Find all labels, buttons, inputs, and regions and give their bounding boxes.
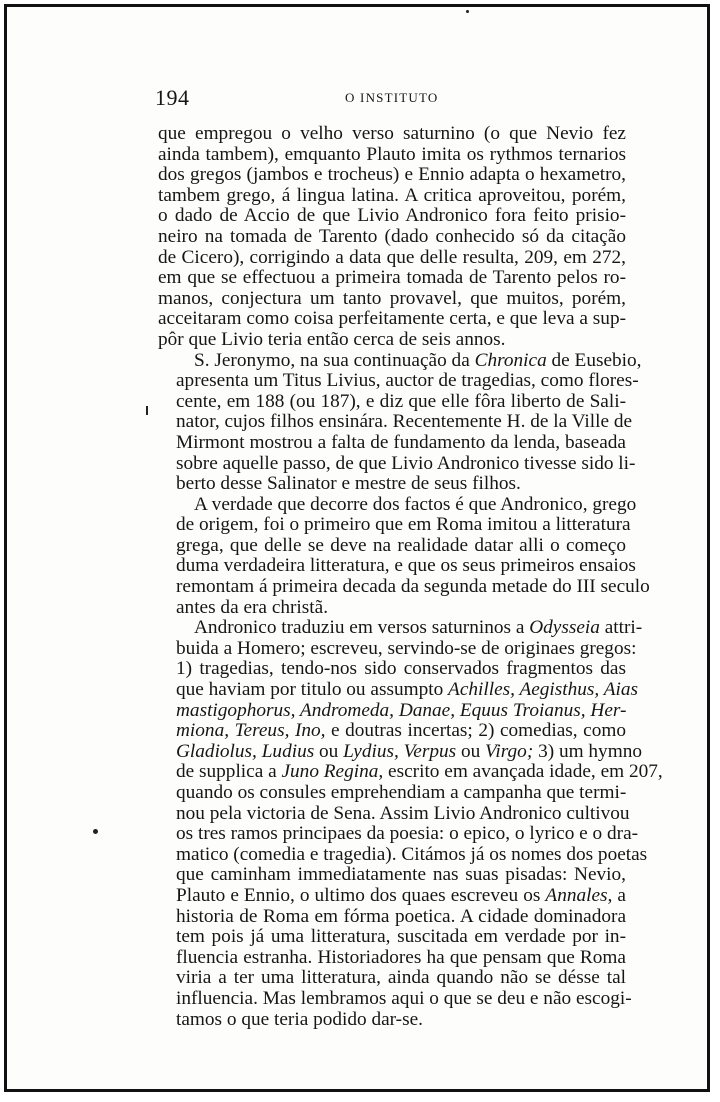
scan-speck — [93, 829, 98, 834]
page-number: 194 — [155, 85, 190, 110]
page-header — [155, 86, 628, 110]
italic-text: miona, Tereus, Ino, — [176, 720, 326, 742]
text-line: A verdade que decorre dos factos é que Andronico, grego — [194, 493, 637, 515]
italic-text: Gladiolus, Ludius — [176, 740, 315, 762]
paragraph — [158, 349, 642, 495]
text-line: ainda tambem), emquanto Plauto imita os rythmos ternarios — [158, 143, 626, 165]
scan-speck — [466, 10, 469, 13]
text-line: em que se effectuou a primeira tomada de Tarento pelos ro- — [158, 267, 626, 289]
text-line: S. Jeronymo, na sua continuação da Chronica de Eusebio, — [194, 349, 642, 371]
text-line: quando os consules emprehendiam a campanha que termi- — [176, 782, 627, 803]
text-line: Mirmont mostrou a falta de fundamento da lenda, baseada — [176, 431, 626, 453]
text-line: grega, que delle se deve na realidade datar alli o começo — [176, 534, 626, 556]
text-line: tem pois já uma litteratura, suscitada em verdade por in- — [176, 926, 626, 948]
text-line: tamos o que teria podido dar-se. — [176, 1008, 423, 1030]
text-line: que empregou o velho verso saturnino (o que Nevio fez — [158, 123, 626, 144]
italic-text: Juno Regina, — [281, 761, 384, 783]
paragraph — [158, 124, 626, 351]
text-line: nou pela victoria de Sena. Assim Livio Andronico cultivou — [176, 802, 630, 824]
text-line: berto desse Salinator e mestre de seus filhos. — [176, 473, 521, 495]
italic-text: Achilles, Aegisthus, Aias — [448, 679, 638, 701]
text-line: os tres ramos principaes da poesia: o epico, o lyrico e o dra- — [176, 823, 639, 845]
text-line: Gladiolus, Ludius ou Lydius, Verpus ou Virgo; 3) um hymno — [176, 740, 642, 762]
text-line: de Cicero), corrigindo a data que delle resulta, 209, em 272, — [158, 246, 626, 268]
text-line: que haviam por titulo ou assumpto Achilles, Aegisthus, Aias — [176, 679, 638, 701]
text-line: cente, em 188 (ou 187), e diz que elle fôra liberto de Sali- — [176, 390, 626, 412]
text-line: o dado de Accio de que Livio Andronico fora feito prisio- — [158, 205, 626, 227]
italic-text: Lydius, Verpus — [343, 740, 457, 762]
text-line: sobre aquelle passo, de que Livio Andronico tivesse sido li- — [176, 452, 636, 474]
text-line: neiro na tomada de Tarento (dado conhecido só da citação — [158, 225, 626, 247]
text-line: acceitaram como coisa perfeitamente certa, e que leva a sup- — [158, 308, 626, 330]
text-line: historia de Roma em fórma poetica. A cidade dominadora — [176, 905, 626, 927]
italic-text: Odysseia — [529, 617, 600, 639]
text-line: fluencia estranha. Historiadores ha que pensam que Roma — [176, 946, 626, 968]
text-line: matico (comedia e tragedia). Citámos já os nomes dos poetas — [176, 843, 648, 865]
text-line: nator, cujos filhos ensinára. Recentemente H. de la Ville de — [176, 411, 633, 433]
text-line: Andronico traduziu em versos saturninos a Odysseia attri- — [194, 617, 643, 639]
text-line: pôr que Livio teria então cerca de seis annos. — [158, 328, 506, 350]
text-line: tambem grego, á lingua latina. A critica aproveitou, porém, — [158, 184, 626, 206]
paragraph — [158, 617, 663, 1030]
text-line: remontam á primeira decada da segunda metade do III seculo — [176, 576, 650, 598]
text-line: 1) tragedias, tendo-nos sido conservados fragmentos das — [176, 658, 626, 680]
text-line: que caminham immediatamente nas suas pisadas: Nevio, — [176, 864, 626, 886]
text-line: influencia. Mas lembramos aqui o que se deu e não escogi- — [176, 987, 632, 1009]
text-line: miona, Tereus, Ino, e doutras incertas; 2) comedias, como — [176, 720, 626, 742]
text-line: duma verdadeira litteratura, e que os seus primeiros ensaios — [176, 555, 636, 577]
text-line: Plauto e Ennio, o ultimo dos quaes escreveu os Annales, a — [176, 884, 626, 906]
text-line: viria a ter uma litteratura, ainda quando não se désse tal — [176, 967, 626, 989]
body-text — [158, 123, 663, 1030]
text-line — [158, 701, 626, 722]
text-line: buida a Homero; escreveu, servindo-se de originaes gregos: — [176, 637, 637, 659]
running-title: O INSTITUTO — [345, 90, 439, 105]
text-line: manos, conjectura um tanto provavel, que muitos, porém, — [158, 287, 626, 309]
italic-text: Annales, — [545, 884, 613, 906]
text-line: de origem, foi o primeiro que em Roma imitou a litteratura — [176, 514, 631, 536]
italic-text: mastigophorus, Andromeda, Danae, Equus Troianus, Her- — [176, 699, 627, 721]
paragraph — [158, 493, 650, 619]
text-line: de supplica a Juno Regina, escrito em avançada idade, em 207, — [176, 761, 663, 783]
text-line: dos gregos (jambos e trocheus) e Ennio adapta o hexametro, — [158, 164, 626, 186]
text-line: apresenta um Titus Livius, auctor de tragedias, como flores- — [176, 370, 639, 392]
italic-text: Chronica — [474, 349, 547, 371]
scan-speck — [146, 406, 148, 415]
text-line: antes da era christã. — [176, 596, 329, 618]
italic-text: Virgo; — [485, 740, 534, 762]
